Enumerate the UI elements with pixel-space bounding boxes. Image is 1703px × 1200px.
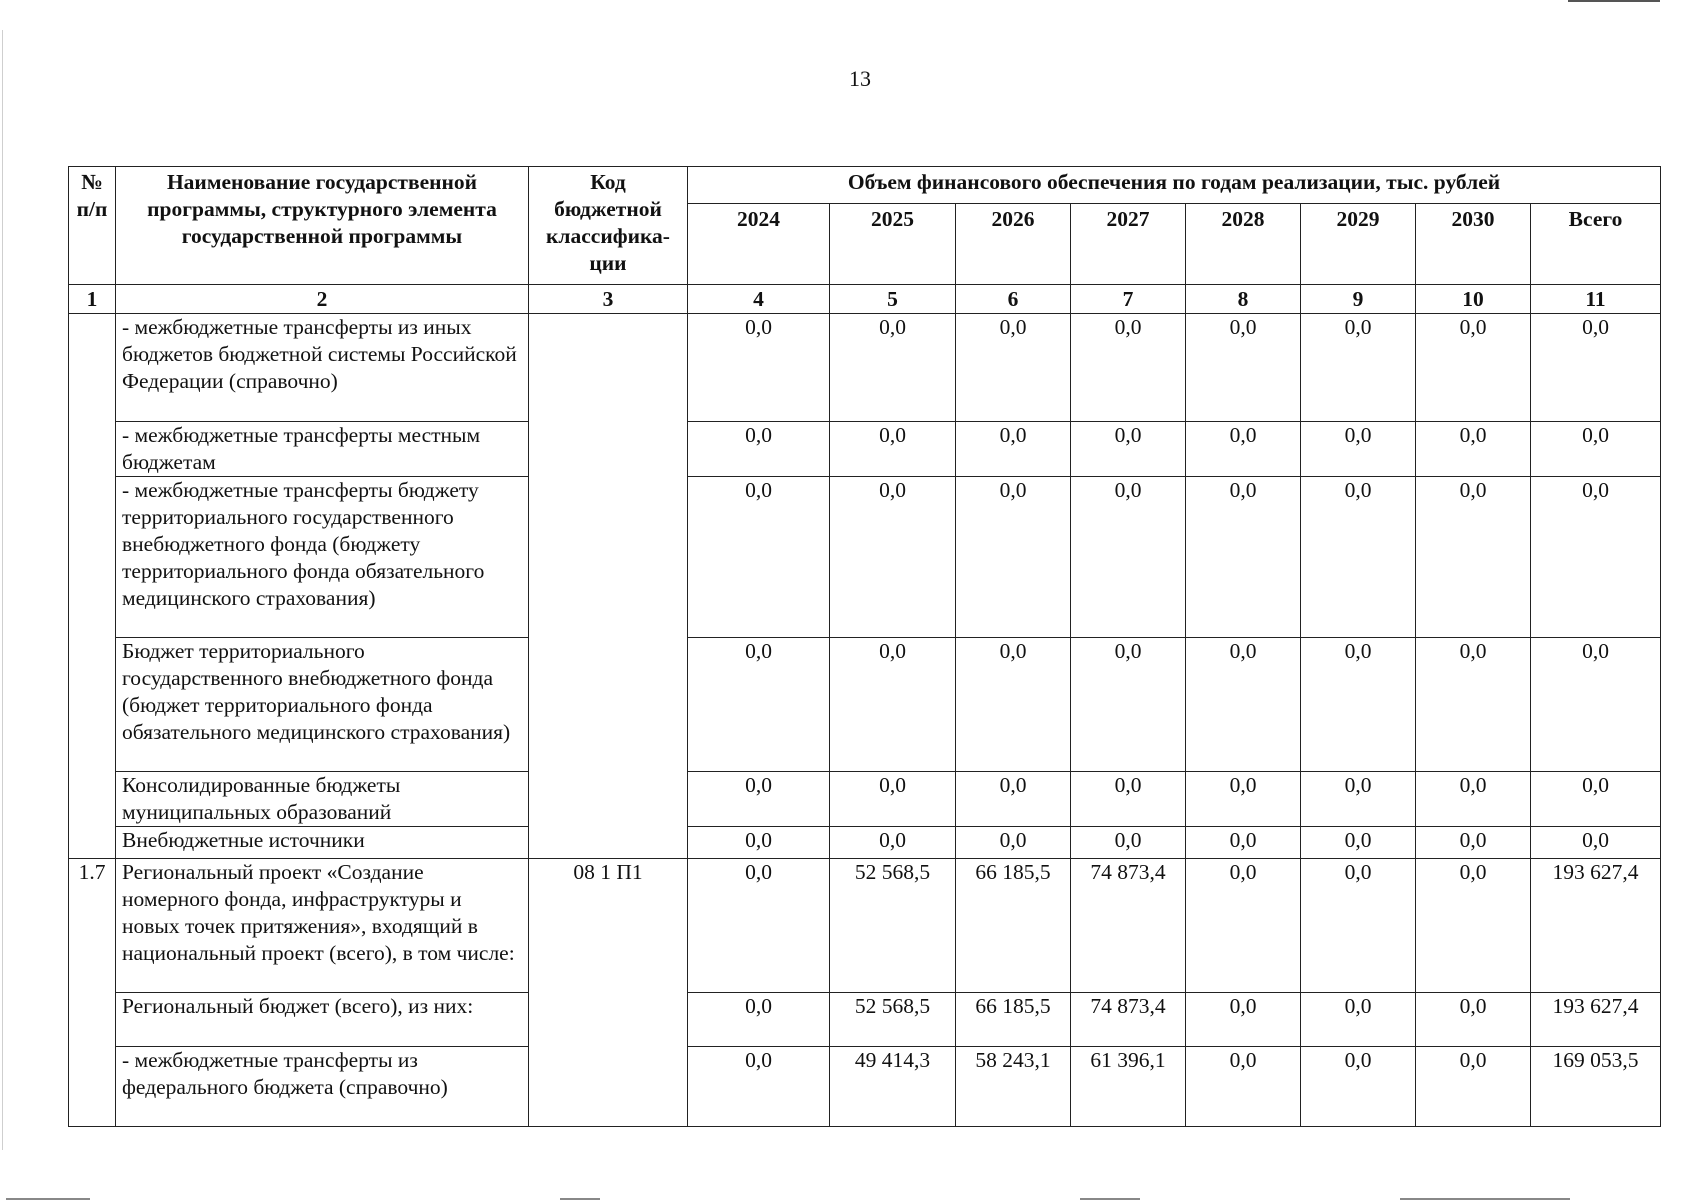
cell-value: 0,0 [1531, 827, 1661, 859]
cell-value: 0,0 [1186, 772, 1301, 827]
row-name: Региональный бюджет (всего), из них: [116, 993, 529, 1047]
cell-value: 74 873,4 [1071, 859, 1186, 993]
header-code: Код бюджетной классифика-ции [529, 167, 688, 285]
row-number: 1.7 [69, 859, 116, 1127]
cell-value: 0,0 [956, 477, 1071, 638]
cell-value: 0,0 [830, 638, 956, 772]
cell-value: 0,0 [956, 314, 1071, 422]
row-name: Бюджет территориального государственного внебюджетного фонда (бюджет территориального фонда обязательного медицинского страхования) [116, 638, 529, 772]
cell-value: 0,0 [1071, 827, 1186, 859]
row-name: - межбюджетные трансферты бюджету территориального государственного внебюджетного фонда (бюджету территориального фонда обязательного медицинского страхования) [116, 477, 529, 638]
column-number: 10 [1416, 285, 1531, 314]
cell-value: 193 627,4 [1531, 993, 1661, 1047]
cell-value: 0,0 [1186, 827, 1301, 859]
cell-value: 0,0 [1071, 314, 1186, 422]
cell-value: 0,0 [688, 993, 830, 1047]
cell-value: 0,0 [1186, 859, 1301, 993]
cell-value: 0,0 [1301, 638, 1416, 772]
cell-value: 0,0 [688, 638, 830, 772]
cell-value: 0,0 [1186, 993, 1301, 1047]
cell-value: 0,0 [956, 422, 1071, 477]
cell-value: 0,0 [688, 827, 830, 859]
header-volume: Объем финансового обеспечения по годам реализации, тыс. рублей [688, 167, 1661, 204]
header-name: Наименование государственной программы, структурного элемента государственной программы [116, 167, 529, 285]
row-code [529, 314, 688, 859]
header-year: 2028 [1186, 204, 1301, 285]
table-row [69, 477, 1661, 638]
header-year: 2027 [1071, 204, 1186, 285]
header-year: 2025 [830, 204, 956, 285]
cell-value: 0,0 [1416, 477, 1531, 638]
cell-value: 0,0 [1416, 993, 1531, 1047]
cell-value: 58 243,1 [956, 1047, 1071, 1127]
cell-value: 0,0 [1531, 477, 1661, 638]
row-name: - межбюджетные трансферты из федерального бюджета (справочно) [116, 1047, 529, 1127]
cell-value: 0,0 [1416, 1047, 1531, 1127]
column-number: 11 [1531, 285, 1661, 314]
column-number: 2 [116, 285, 529, 314]
cell-value: 0,0 [1301, 422, 1416, 477]
header-year: 2030 [1416, 204, 1531, 285]
table-row [69, 827, 1661, 859]
cell-value: 0,0 [1416, 772, 1531, 827]
cell-value: 0,0 [1416, 314, 1531, 422]
cell-value: 0,0 [956, 638, 1071, 772]
cell-value: 0,0 [1531, 638, 1661, 772]
cell-value: 0,0 [688, 314, 830, 422]
cell-value: 0,0 [1301, 772, 1416, 827]
top-rule [1568, 0, 1660, 2]
cell-value: 0,0 [688, 477, 830, 638]
table-row [69, 422, 1661, 477]
header-year: 2026 [956, 204, 1071, 285]
cell-value: 0,0 [1301, 477, 1416, 638]
cell-value: 52 568,5 [830, 859, 956, 993]
cell-value: 0,0 [688, 422, 830, 477]
cell-value: 0,0 [1416, 422, 1531, 477]
row-name: Региональный проект «Создание номерного фонда, инфраструктуры и новых точек притяжения», входящий в национальный проект (всего), в том числе: [116, 859, 529, 993]
header-total: Всего [1531, 204, 1661, 285]
column-number: 7 [1071, 285, 1186, 314]
cell-value: 52 568,5 [830, 993, 956, 1047]
cell-value: 0,0 [830, 477, 956, 638]
header-no: № п/п [69, 167, 116, 285]
header-row [69, 167, 1661, 204]
column-number: 1 [69, 285, 116, 314]
cell-value: 0,0 [1301, 993, 1416, 1047]
cell-value: 74 873,4 [1071, 993, 1186, 1047]
cell-value: 193 627,4 [1531, 859, 1661, 993]
cell-value: 0,0 [830, 827, 956, 859]
table-row [69, 772, 1661, 827]
cell-value: 49 414,3 [830, 1047, 956, 1127]
row-number [69, 314, 116, 859]
cell-value: 0,0 [1531, 772, 1661, 827]
cell-value: 0,0 [688, 1047, 830, 1127]
column-number-row [69, 285, 1661, 314]
row-code: 08 1 П1 [529, 859, 688, 1127]
column-number: 5 [830, 285, 956, 314]
row-name: - межбюджетные трансферты местным бюджетам [116, 422, 529, 477]
cell-value: 0,0 [1186, 422, 1301, 477]
table-row [69, 1047, 1661, 1127]
header-year: 2029 [1301, 204, 1416, 285]
cell-value: 61 396,1 [1071, 1047, 1186, 1127]
cell-value: 0,0 [1416, 859, 1531, 993]
cell-value: 0,0 [1186, 314, 1301, 422]
cell-value: 0,0 [1071, 638, 1186, 772]
column-number: 9 [1301, 285, 1416, 314]
cell-value: 0,0 [688, 772, 830, 827]
cell-value: 0,0 [830, 422, 956, 477]
cell-value: 0,0 [1301, 314, 1416, 422]
left-edge-line [2, 30, 3, 1150]
cell-value: 0,0 [830, 314, 956, 422]
cell-value: 0,0 [1531, 314, 1661, 422]
cell-value: 0,0 [1186, 638, 1301, 772]
cell-value: 66 185,5 [956, 993, 1071, 1047]
cell-value: 0,0 [1186, 1047, 1301, 1127]
cell-value: 0,0 [1071, 422, 1186, 477]
table-row [69, 993, 1661, 1047]
row-name: Консолидированные бюджеты муниципальных образований [116, 772, 529, 827]
cell-value: 0,0 [830, 772, 956, 827]
column-number: 6 [956, 285, 1071, 314]
table-row [69, 314, 1661, 422]
financing-table [68, 166, 1661, 1127]
cell-value: 66 185,5 [956, 859, 1071, 993]
cell-value: 0,0 [1301, 859, 1416, 993]
cell-value: 0,0 [1301, 1047, 1416, 1127]
cell-value: 0,0 [1301, 827, 1416, 859]
cell-value: 0,0 [956, 772, 1071, 827]
column-number: 3 [529, 285, 688, 314]
row-name: - межбюджетные трансферты из иных бюджетов бюджетной системы Российской Федерации (справочно) [116, 314, 529, 422]
column-number: 8 [1186, 285, 1301, 314]
column-number: 4 [688, 285, 830, 314]
cell-value: 0,0 [1071, 477, 1186, 638]
table-row [69, 638, 1661, 772]
page-number: 13 [849, 66, 871, 91]
cell-value: 0,0 [956, 827, 1071, 859]
cell-value: 0,0 [1186, 477, 1301, 638]
cell-value: 169 053,5 [1531, 1047, 1661, 1127]
cell-value: 0,0 [1416, 827, 1531, 859]
cell-value: 0,0 [1416, 638, 1531, 772]
cell-value: 0,0 [1071, 772, 1186, 827]
row-name: Внебюджетные источники [116, 827, 529, 859]
cell-value: 0,0 [1531, 422, 1661, 477]
cell-value: 0,0 [688, 859, 830, 993]
header-year: 2024 [688, 204, 830, 285]
table-row [69, 859, 1661, 993]
